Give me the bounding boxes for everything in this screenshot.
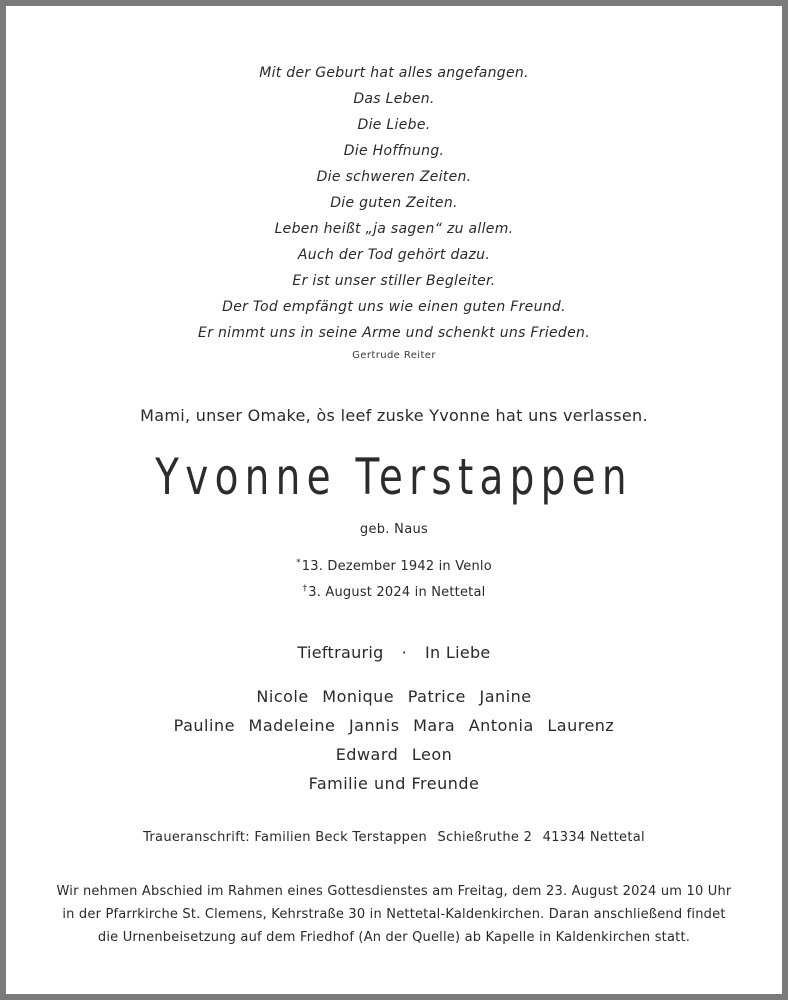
address-label: Traueranschrift: Familien Beck Terstappen [143, 830, 428, 845]
service-line: die Urnenbeisetzung auf dem Friedhof (An der Quelle) ab Kapelle in Kaldenkirchen statt. [97, 930, 691, 945]
family-member: Laurenz [547, 716, 615, 735]
family-member: Janine [479, 687, 532, 706]
maiden-name: geb. Naus [359, 522, 429, 537]
service-line: Wir nehmen Abschied im Rahmen eines Gottesdienstes am Freitag, dem 23. August 2024 um 10 Uhr [56, 884, 732, 899]
poem-line: Die schweren Zeiten. [316, 169, 472, 185]
poem-line: Die Liebe. [357, 117, 431, 133]
poem-line: Die Hoffnung. [343, 143, 445, 159]
family-member: Pauline [173, 716, 235, 735]
intro-text: Mami, unser Omake, òs leef zuske Yvonne hat uns verlassen. [140, 406, 648, 425]
address-city: 41334 Nettetal [542, 830, 645, 845]
birth-date [0, 558, 788, 574]
mourning-line [0, 643, 788, 662]
service-line: in der Pfarrkirche St. Clemens, Kehrstraße 30 in Nettetal-Kaldenkirchen. Daran anschließend findet [62, 907, 726, 922]
poem-line: Er ist unser stiller Begleiter. [292, 273, 496, 289]
mourning-address [0, 830, 788, 845]
family-member: Madeleine [248, 716, 336, 735]
death-symbol: † [302, 584, 308, 594]
poem-author: Gertrude Reiter [352, 350, 436, 361]
mourning-left: Tieftraurig [297, 643, 384, 662]
poem-line: Auch der Tod gehört dazu. [297, 247, 491, 263]
poem-line: Das Leben. [353, 91, 435, 107]
family-row-4: Familie und Freunde [308, 774, 480, 793]
family-member: Patrice [407, 687, 466, 706]
family-row-1 [0, 687, 788, 706]
death-text: 3. August 2024 in Nettetal [308, 585, 486, 600]
birth-symbol: * [296, 558, 301, 568]
family-member: Mara [413, 716, 456, 735]
mourning-right: In Liebe [425, 643, 491, 662]
address-street: Schießruthe 2 [437, 830, 533, 845]
family-member: Nicole [256, 687, 309, 706]
family-member: Monique [322, 687, 395, 706]
birth-text: 13. Dezember 1942 in Venlo [301, 559, 492, 574]
family-row-3 [0, 745, 788, 764]
service-info [0, 880, 788, 949]
family-member: Antonia [468, 716, 534, 735]
family-member: Jannis [348, 716, 400, 735]
mourning-separator: · [401, 643, 408, 662]
poem [0, 60, 788, 346]
poem-line: Mit der Geburt hat alles angefangen. [259, 65, 529, 81]
deceased-name: Yvonne Terstappen [155, 448, 633, 506]
poem-line: Der Tod empfängt uns wie einen guten Freund. [222, 299, 566, 315]
poem-line: Leben heißt „ja sagen“ zu allem. [274, 221, 514, 237]
poem-line: Er nimmt uns in seine Arme und schenkt uns Frieden. [198, 325, 590, 341]
family-row-2 [0, 716, 788, 735]
poem-line: Die guten Zeiten. [330, 195, 458, 211]
death-date [0, 584, 788, 600]
family-member: Edward [335, 745, 399, 764]
family-member: Leon [411, 745, 453, 764]
